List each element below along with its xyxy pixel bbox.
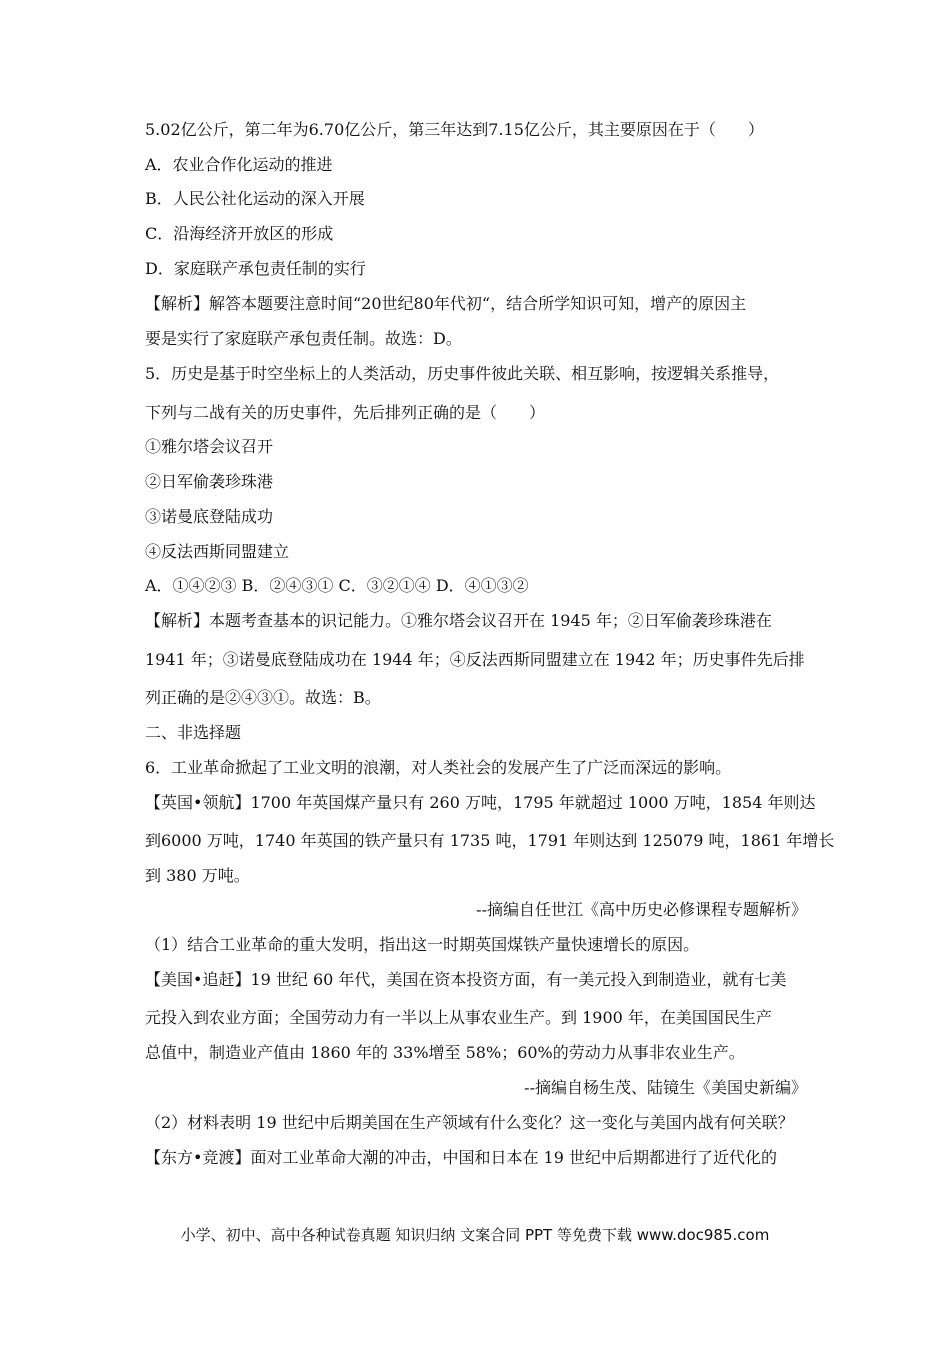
material-usa-line-3: 总值中，制造业产值由 1860 年的 33%增至 58%；60%的劳动力从事非农业生产。 xyxy=(145,1043,745,1062)
question-5-stem-line-2: 下列与二战有关的历史事件，先后排列正确的是（ ） xyxy=(145,403,546,422)
analysis-5-line-2: 1941 年；③诺曼底登陆成功在 1944 年；④反法西斯同盟建立在 1942 年；历史事件先后排 xyxy=(145,650,805,669)
page-footer: 小学、初中、高中各种试卷真题 知识归纳 文案合同 PPT 等免费下载 www.doc985.com xyxy=(180,1226,770,1244)
event-3: ③诺曼底登陆成功 xyxy=(145,507,274,526)
material-usa-line-2: 元投入到农业方面；全国劳动力有一半以上从事农业生产。到 1900 年，在美国国民生产 xyxy=(145,1008,772,1027)
event-4: ④反法西斯同盟建立 xyxy=(145,542,290,561)
event-2: ②日军偷袭珍珠港 xyxy=(145,472,274,491)
analysis-4-line-1: 【解析】解答本题要注意时间“20世纪80年代初“，结合所学知识可知，增产的原因主 xyxy=(145,294,747,313)
material-usa-line-1: 【美国•追赶】19 世纪 60 年代，美国在资本投资方面，有一美元投入到制造业，就有七美 xyxy=(145,970,787,989)
analysis-4-line-2: 要是实行了家庭联产承包责任制。故选：D。 xyxy=(145,329,462,348)
option-a: A．农业合作化运动的推进 xyxy=(145,155,333,174)
question-6-stem: 6．工业革命掀起了工业文明的浪潮，对人类社会的发展产生了广泛而深远的影响。 xyxy=(145,758,732,777)
material-britain-line-1: 【英国•领航】1700 年英国煤产量只有 260 万吨，1795 年就超过 1000 万吨，1854 年则达 xyxy=(145,793,816,812)
section-heading: 二、非选择题 xyxy=(145,723,242,742)
material-britain-line-3: 到 380 万吨。 xyxy=(145,866,250,885)
source-citation-2: --摘编自杨生茂、陆镜生《美国史新编》 xyxy=(524,1078,807,1097)
sub-question-2: （2）材料表明 19 世纪中后期美国在生产领域有什么变化？这一变化与美国内战有何关联？ xyxy=(145,1113,794,1132)
material-britain-line-2: 到6000 万吨，1740 年英国的铁产量只有 1735 吨，1791 年则达到 125079 吨，1861 年增长 xyxy=(145,831,835,850)
source-citation-1: --摘编自任世江《高中历史必修课程专题解析》 xyxy=(476,900,807,919)
option-b: B．人民公社化运动的深入开展 xyxy=(145,189,365,208)
question-5-options: A．①④②③ B．②④③① C．③②①④ D．④①③② xyxy=(145,576,529,595)
analysis-5-line-3: 列正确的是②④③①。故选：B。 xyxy=(145,688,381,707)
option-c: C．沿海经济开放区的形成 xyxy=(145,224,334,243)
event-1: ①雅尔塔会议召开 xyxy=(145,437,274,456)
option-d: D．家庭联产承包责任制的实行 xyxy=(145,259,366,278)
material-east-line-1: 【东方•竞渡】面对工业革命大潮的冲击，中国和日本在 19 世纪中后期都进行了近代化的 xyxy=(145,1148,777,1167)
analysis-5-line-1: 【解析】本题考查基本的识记能力。①雅尔塔会议召开在 1945 年；②日军偷袭珍珠港在 xyxy=(145,611,772,630)
question-5-stem-line-1: 5．历史是基于时空坐标上的人类活动，历史事件彼此关联、相互影响，按逻辑关系推导， xyxy=(145,364,780,383)
question-4-stem-continued: 5.02亿公斤，第二年为6.70亿公斤，第三年达到7.15亿公斤，其主要原因在于（ ） xyxy=(145,120,764,139)
sub-question-1: （1）结合工业革命的重大发明，指出这一时期英国煤铁产量快速增长的原因。 xyxy=(145,935,700,954)
